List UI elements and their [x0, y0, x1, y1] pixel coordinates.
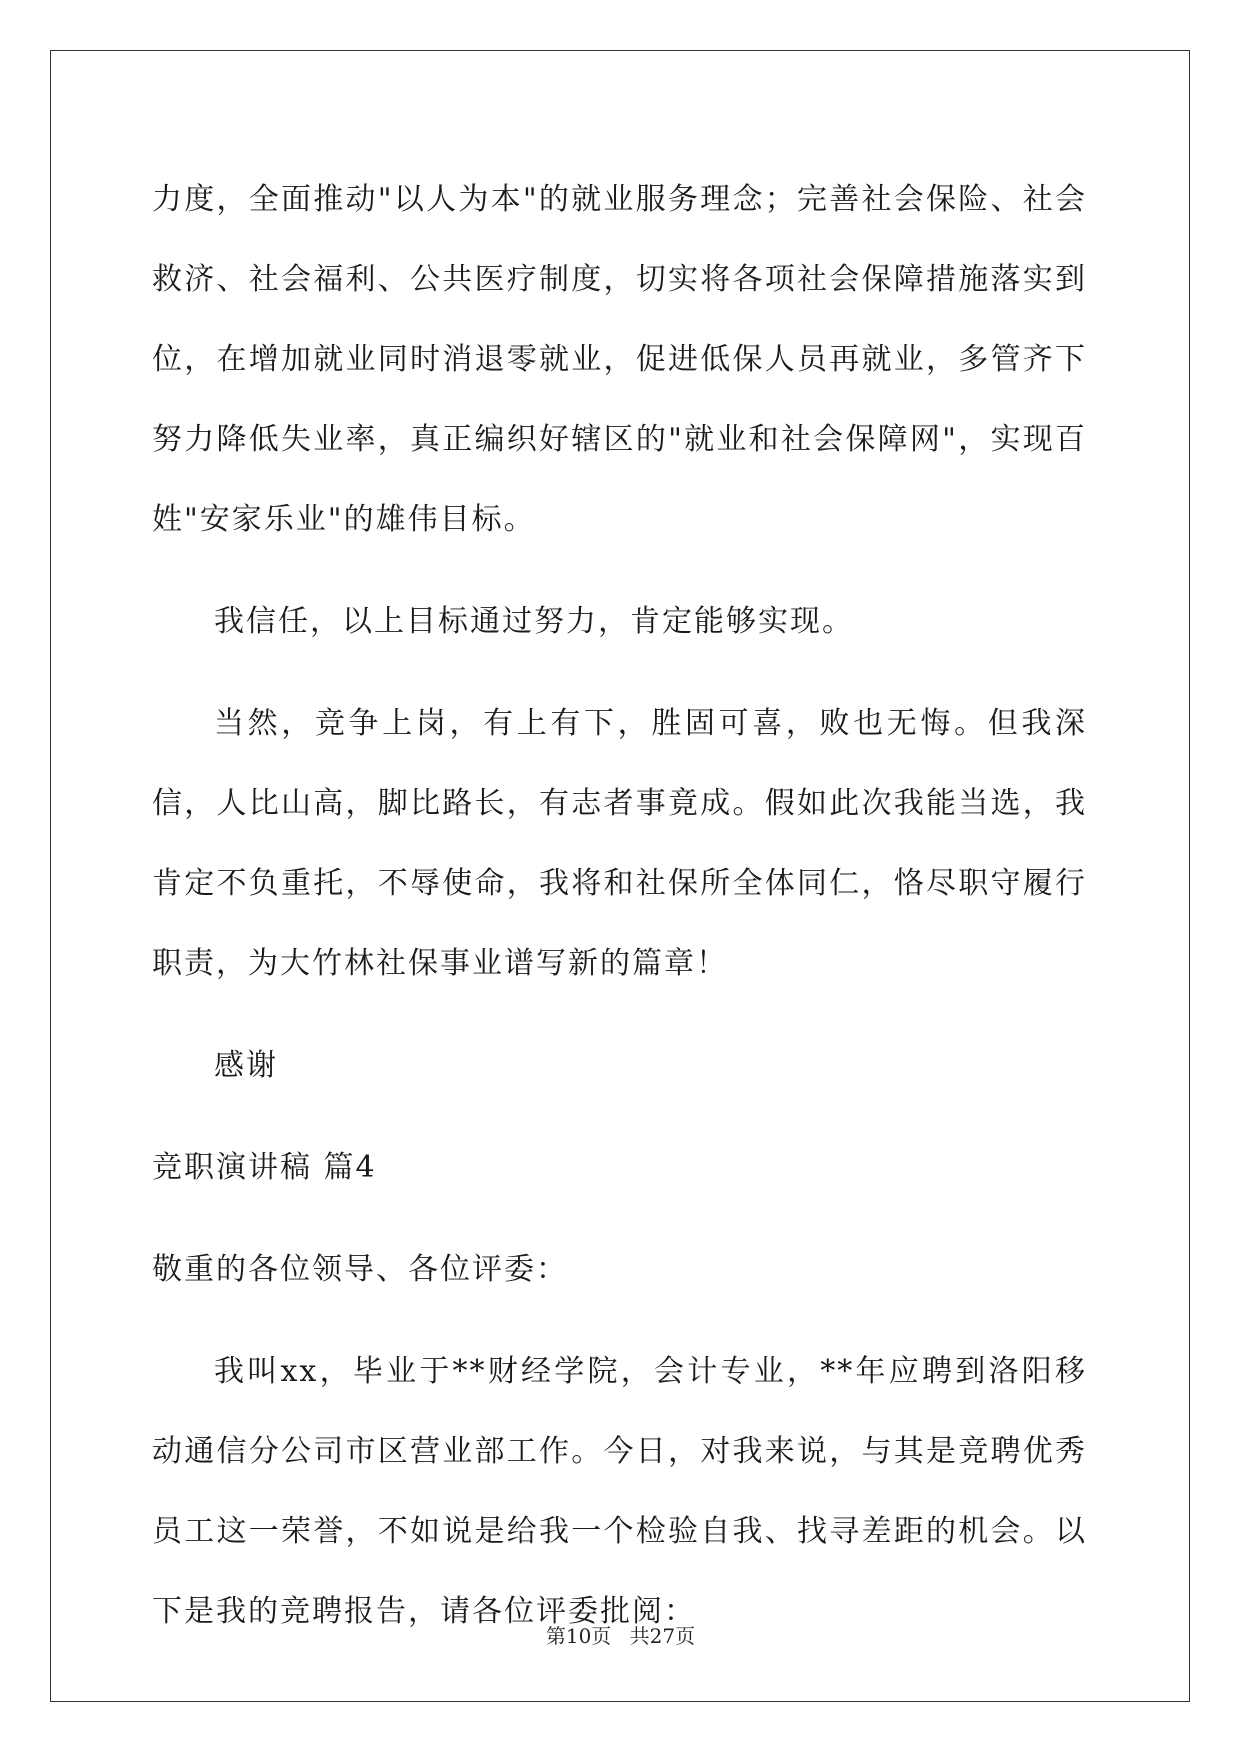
page-number-current: 第10页	[545, 1624, 612, 1648]
section-heading: 竞职演讲稿 篇4	[152, 1150, 377, 1185]
paragraph-confidence: 我信任，以上目标通过努力，肯定能够实现。	[214, 604, 854, 639]
document-body	[152, 160, 1087, 1674]
paragraph-introduction: 我叫xx，毕业于**财经学院，会计专业，**年应聘到洛阳移动通信分公司市区营业部工作。今日，对我来说，与其是竞聘优秀员工这一荣誉，不如说是给我一个检验自我、找寻差距的机会。以下是我的竞聘报告，请各位评委批阅：	[152, 1354, 1087, 1629]
paragraph-employment-goals: 力度，全面推动"以人为本"的就业服务理念；完善社会保险、社会救济、社会福利、公共医疗制度，切实将各项社会保障措施落实到位，在增加就业同时消退零就业，促进低保人员再就业，多管齐下努力降低失业率，真正编织好辖区的"就业和社会保障网"，实现百姓"安家乐业"的雄伟目标。	[152, 182, 1087, 537]
salutation: 敬重的各位领导、各位评委：	[152, 1252, 568, 1287]
page-footer	[0, 1620, 1241, 1649]
page-number-total: 共27页	[629, 1624, 696, 1648]
paragraph-commitment: 当然，竞争上岗，有上有下，胜固可喜，败也无悔。但我深信，人比山高，脚比路长，有志者事竟成。假如此次我能当选，我肯定不负重托，不辱使命，我将和社保所全体同仁，恪尽职守履行职责，为大竹林社保事业谱写新的篇章！	[152, 706, 1087, 981]
paragraph-thanks: 感谢	[214, 1048, 278, 1083]
